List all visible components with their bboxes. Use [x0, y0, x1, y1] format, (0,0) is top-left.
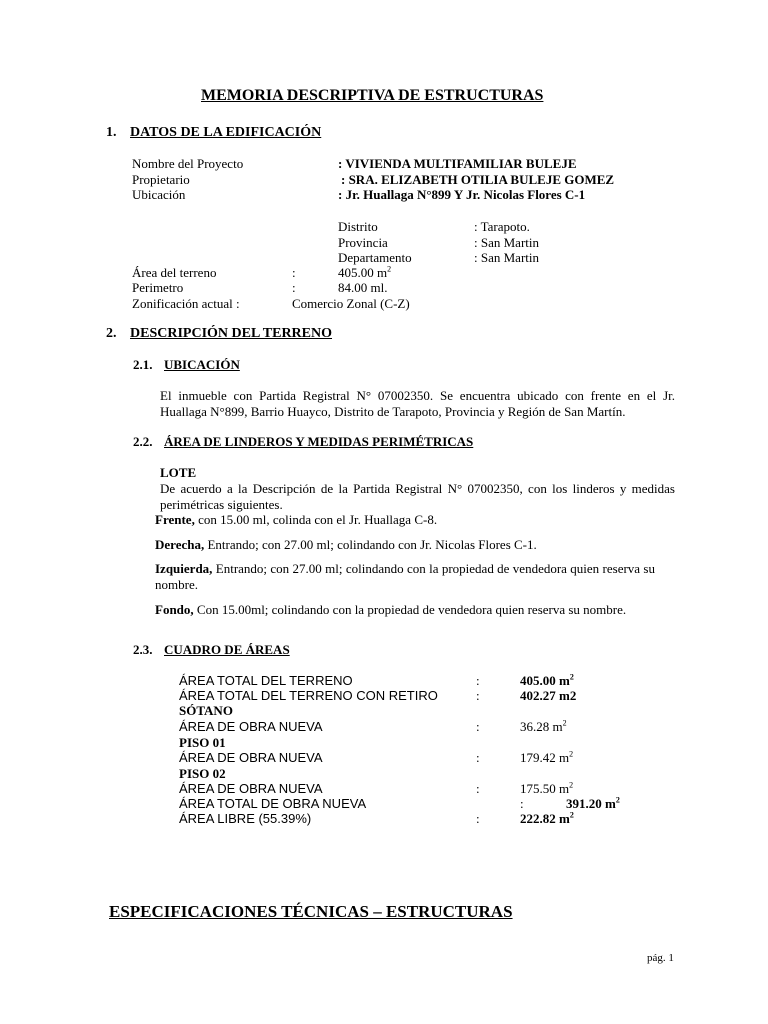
area-row-value: 402.27 m2	[520, 688, 577, 703]
provincia-value: : San Martin	[474, 235, 539, 250]
area-row-colon: :	[476, 673, 480, 688]
zonificacion-value: Comercio Zonal (C-Z)	[292, 296, 410, 311]
ubicacion-value: : Jr. Huallaga N°899 Y Jr. Nicolas Flores C-1	[338, 187, 586, 202]
piso-01-subheading: PISO 01	[179, 735, 226, 750]
area-row-value: 179.42 $m^2$	[520, 749, 574, 765]
piso-02-subheading: PISO 02	[179, 766, 226, 781]
area-row-label: ÁREA DE OBRA NUEVA	[179, 781, 323, 796]
section-2-3-number: 2.3.	[133, 642, 153, 657]
area-row-value: 222.82 $m^2$	[520, 810, 574, 826]
area-row-colon: :	[476, 811, 480, 826]
izquierda-line: Izquierda, Entrando; con 27.00 ml; colindando con la propiedad de vendedora quien reserva su nombre.	[155, 561, 655, 592]
distrito-value: : Tarapoto.	[474, 219, 530, 234]
area-row-colon: :	[476, 688, 480, 703]
area-row-colon: :	[476, 719, 480, 734]
sotano-subheading: SÓTANO	[179, 703, 233, 718]
area-row-colon: :	[476, 781, 480, 796]
departamento-label: Departamento	[338, 250, 412, 265]
fondo-line: Fondo, Con 15.00ml; colindando con la propiedad de vendedora quien reserva su nombre.	[155, 602, 627, 617]
perimetro-label: Perimetro	[132, 280, 184, 295]
proyecto-label: Nombre del Proyecto	[132, 156, 244, 171]
area-row-label: ÁREA LIBRE (55.39%)	[179, 811, 312, 826]
derecha-line: Derecha, Entrando; con 27.00 ml; colindando con Jr. Nicolas Flores C-1.	[155, 537, 537, 552]
document-title: MEMORIA DESCRIPTIVA DE ESTRUCTURAS	[201, 87, 544, 104]
ubicacion-label: Ubicación	[132, 187, 186, 202]
area-terreno-label: Área del terreno	[132, 265, 217, 280]
area-terreno-value: 405.00 $m^2$	[338, 264, 392, 280]
distrito-label: Distrito	[338, 219, 378, 234]
area-row-label: ÁREA DE OBRA NUEVA	[179, 719, 323, 734]
section-2-2-number: 2.2.	[133, 434, 153, 449]
propietario-value: : SRA. ELIZABETH OTILIA BULEJE GOMEZ	[341, 172, 615, 187]
frente-line: Frente, con 15.00 ml, colinda con el Jr. Huallaga C-8.	[155, 512, 438, 527]
section-2-1-number: 2.1.	[133, 357, 153, 372]
lote-label: LOTE	[160, 465, 197, 480]
section-2-number: 2.	[106, 326, 117, 341]
area-row-value: 175.50 $m^2$	[520, 780, 574, 796]
area-terreno-colon: :	[292, 265, 296, 280]
area-row-value: 36.28 $m^2$	[520, 718, 567, 734]
departamento-value: : San Martin	[474, 250, 539, 265]
page-number: pág. 1	[647, 952, 674, 964]
propietario-label: Propietario	[132, 172, 190, 187]
section-2-3-heading: CUADRO DE ÁREAS	[164, 642, 290, 657]
area-row-value: 405.00 $m^2$	[520, 672, 574, 688]
area-row-label: ÁREA TOTAL DEL TERRENO	[179, 673, 353, 688]
section-2-heading: DESCRIPCIÓN DEL TERRENO	[130, 326, 333, 341]
area-row-label: ÁREA TOTAL DEL TERRENO CON RETIRO	[179, 688, 438, 703]
proyecto-value: : VIVIENDA MULTIFAMILIAR BULEJE	[338, 156, 577, 171]
section-1-number: 1.	[106, 125, 117, 140]
section-1-heading: DATOS DE LA EDIFICACIÓN	[130, 125, 322, 140]
ubicacion-paragraph: El inmueble con Partida Registral N° 07002350. Se encuentra ubicado con frente en el Jr. Huallaga N°899, Barrio Huayco, Distrito de Tarapoto, Provincia y Región de San Martín.	[160, 388, 675, 419]
perimetro-value: 84.00 ml.	[338, 280, 388, 295]
section-2-2-heading: ÁREA DE LINDEROS Y MEDIDAS PERIMÉTRICAS	[164, 434, 474, 449]
specifications-title: ESPECIFICACIONES TÉCNICAS – ESTRUCTURAS	[109, 902, 513, 921]
area-row-label: ÁREA TOTAL DE OBRA NUEVA	[179, 796, 367, 811]
perimetro-colon: :	[292, 280, 296, 295]
area-row-colon: :	[520, 796, 524, 811]
area-row-label: ÁREA DE OBRA NUEVA	[179, 750, 323, 765]
zonificacion-label: Zonificación actual :	[132, 296, 240, 311]
lote-paragraph: De acuerdo a la Descripción de la Partida Registral N° 07002350, con los linderos y medidas perimétricas siguientes.	[160, 481, 675, 512]
area-row-value: 391.20 $m^2$	[566, 795, 620, 811]
provincia-label: Provincia	[338, 235, 388, 250]
area-row-colon: :	[476, 750, 480, 765]
section-2-1-heading: UBICACIÓN	[164, 357, 240, 372]
